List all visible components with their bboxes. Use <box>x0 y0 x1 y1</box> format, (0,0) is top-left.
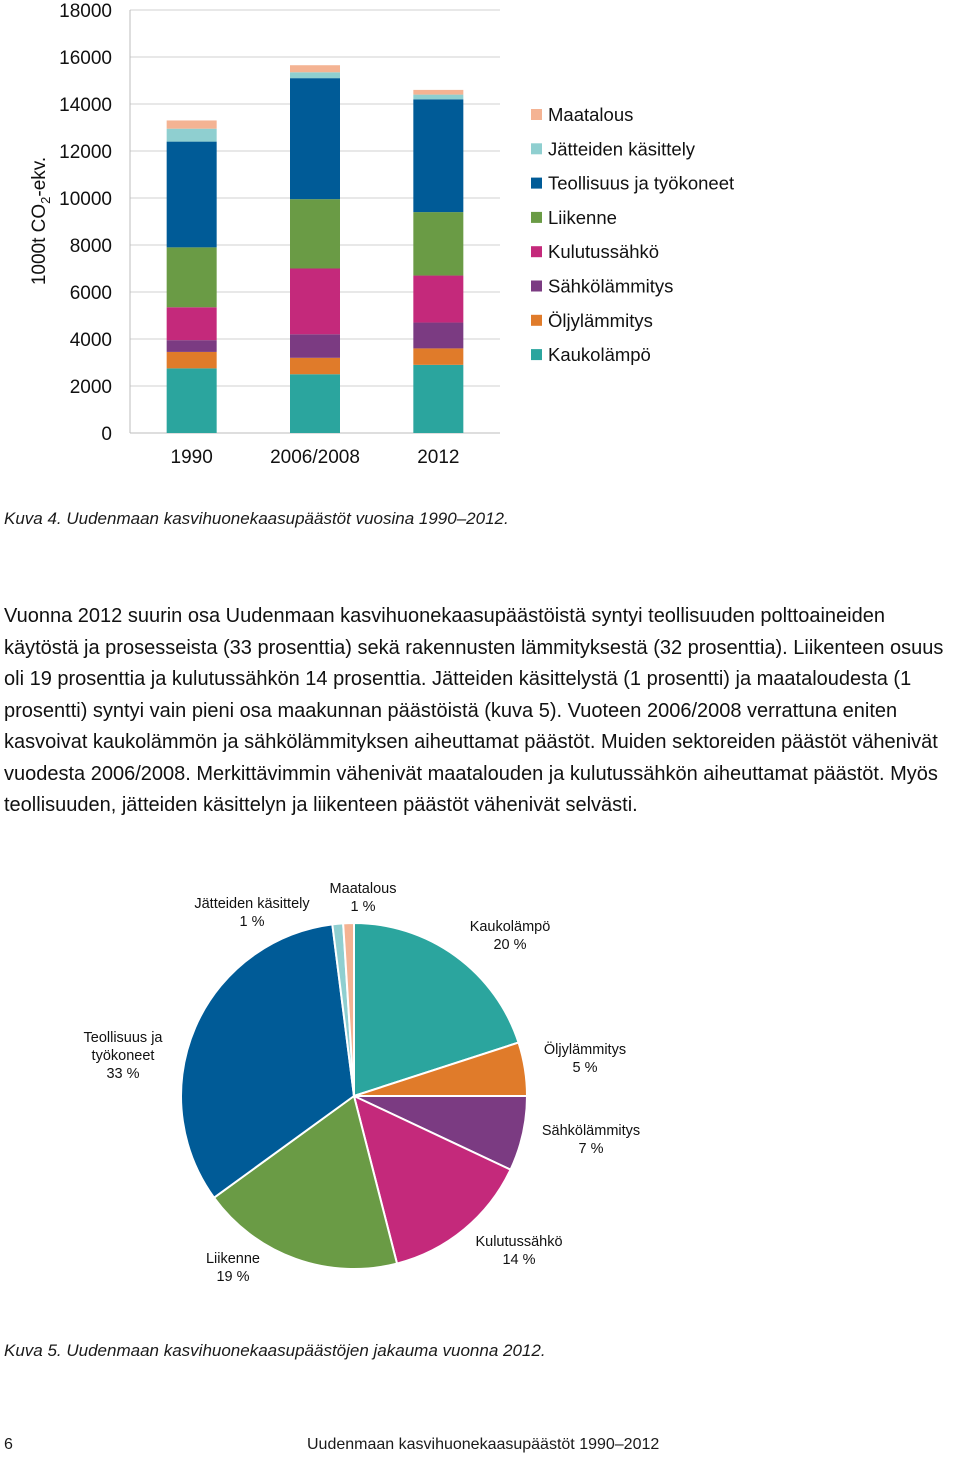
body-paragraph <box>4 601 956 822</box>
page-number: 6 <box>4 1436 13 1453</box>
legend-swatch <box>531 212 542 223</box>
figure-4-caption: Kuva 4. Uudenmaan kasvihuonekaasupäästöt vuosina 1990–2012. <box>4 509 509 528</box>
legend-label: Liikenne <box>548 206 617 228</box>
y-tick-label: 4000 <box>69 330 112 351</box>
bar-segment <box>290 358 340 374</box>
bar-segment <box>413 276 463 323</box>
footer-title: Uudenmaan kasvihuonekaasupäästöt 1990–2012 <box>307 1436 660 1453</box>
bar-segment <box>290 78 340 199</box>
bar-segment <box>413 323 463 349</box>
x-tick-label: 1990 <box>170 447 213 468</box>
bar-segment <box>413 99 463 212</box>
pie-label: Maatalous <box>329 881 397 897</box>
pie-label: 1 % <box>350 899 376 915</box>
x-tick-label: 2006/2008 <box>270 447 360 468</box>
legend-label: Kaukolämpö <box>548 344 651 366</box>
body-paragraph-text: Vuonna 2012 suurin osa Uudenmaan kasvihuonekaasupäästöistä syntyi teollisuuden polttoaineiden käytöstä ja prosesseista (33 prosenttia) sekä rakennusten lämmityksestä (32 prosenttia). Liikenteen osuus oli 19 prosenttia ja kulutussähkön 14 prosenttia. Jätteiden käsittelystä (1 prosentti) ja maataloudesta (1 prosentti) syntyi vain pieni osa maakunnan päästöistä (kuva 5). Vuoteen 2006/2008 verrattuna eniten kasvoivat kaukolämmön ja sähkölämmityksen aiheuttamat päästöt. Muiden sektoreiden päästöt vähenivät vuodesta 2006/2008. Merkittävimmin vähenivät maatalouden ja kulutussähkön aiheuttamat päästöt. Myös teollisuuden, jätteiden käsittelyn ja liikenteen päästöt vähenivät selvästi. <box>4 605 944 816</box>
figure-5-caption: Kuva 5. Uudenmaan kasvihuonekaasupäästöjen jakauma vuonna 2012. <box>4 1341 546 1360</box>
bar-segment <box>290 65 340 72</box>
stacked-bar-chart <box>0 0 780 480</box>
bar-segment <box>290 199 340 268</box>
legend-label: Teollisuus ja työkoneet <box>548 172 735 194</box>
pie-label: 5 % <box>572 1060 598 1076</box>
y-tick-label: 8000 <box>69 236 112 257</box>
pie-label: 1 % <box>239 914 265 930</box>
legend-swatch <box>531 143 542 154</box>
y-tick-label: 18000 <box>59 1 112 22</box>
bar-segment <box>413 95 463 100</box>
bar-segment <box>167 368 217 433</box>
bar-segment <box>167 120 217 128</box>
pie-label: työkoneet <box>91 1048 155 1064</box>
legend-swatch <box>531 349 542 360</box>
y-tick-label: 16000 <box>59 48 112 69</box>
legend-swatch <box>531 109 542 120</box>
bar-segment <box>413 90 463 95</box>
bar-segment <box>290 334 340 358</box>
y-tick-label: 2000 <box>69 377 112 398</box>
bar-segment <box>413 348 463 364</box>
pie-label: 14 % <box>502 1252 536 1268</box>
bar-segment <box>290 72 340 78</box>
legend-label: Öljylämmitys <box>548 309 653 331</box>
y-axis-title: 1000t $CO_2$-ekv. <box>29 156 53 286</box>
legend-label: Kulutussähkö <box>548 241 660 263</box>
x-tick-label: 2012 <box>417 447 460 468</box>
pie-label: 19 % <box>216 1269 250 1285</box>
bar-segment <box>167 129 217 142</box>
y-tick-label: 0 <box>101 424 112 445</box>
legend-swatch <box>531 178 542 189</box>
legend-label: Jätteiden käsittely <box>548 138 696 160</box>
bar-segment <box>167 142 217 248</box>
bar-segment <box>167 340 217 352</box>
y-tick-label: 12000 <box>59 142 112 163</box>
pie-label: Kulutussähkö <box>475 1234 563 1250</box>
bar-segment <box>167 352 217 368</box>
legend-swatch <box>531 315 542 326</box>
legend-swatch <box>531 246 542 257</box>
pie-label: 20 % <box>493 937 527 953</box>
legend-label: Maatalous <box>548 104 634 125</box>
bar-segment <box>413 365 463 433</box>
bar-segment <box>413 212 463 275</box>
y-tick-label: 14000 <box>59 95 112 116</box>
bar-segment <box>167 247 217 307</box>
y-tick-label: 6000 <box>69 283 112 304</box>
bar-segment <box>167 307 217 340</box>
pie-chart <box>60 875 680 1305</box>
y-tick-label: 10000 <box>59 189 112 210</box>
pie-label: Kaukolämpö <box>469 919 551 935</box>
pie-label: Jätteiden käsittely <box>194 896 310 912</box>
bar-segment <box>290 269 340 335</box>
pie-label: Teollisuus ja <box>83 1030 163 1046</box>
pie-label: Öljylämmitys <box>543 1042 627 1058</box>
legend-swatch <box>531 281 542 292</box>
pie-label: 33 % <box>106 1066 140 1082</box>
pie-label: 7 % <box>578 1141 604 1157</box>
pie-label: Sähkölämmitys <box>541 1123 641 1139</box>
bar-segment <box>290 374 340 433</box>
legend-label: Sähkölämmitys <box>548 275 674 297</box>
pie-label: Liikenne <box>205 1251 261 1267</box>
